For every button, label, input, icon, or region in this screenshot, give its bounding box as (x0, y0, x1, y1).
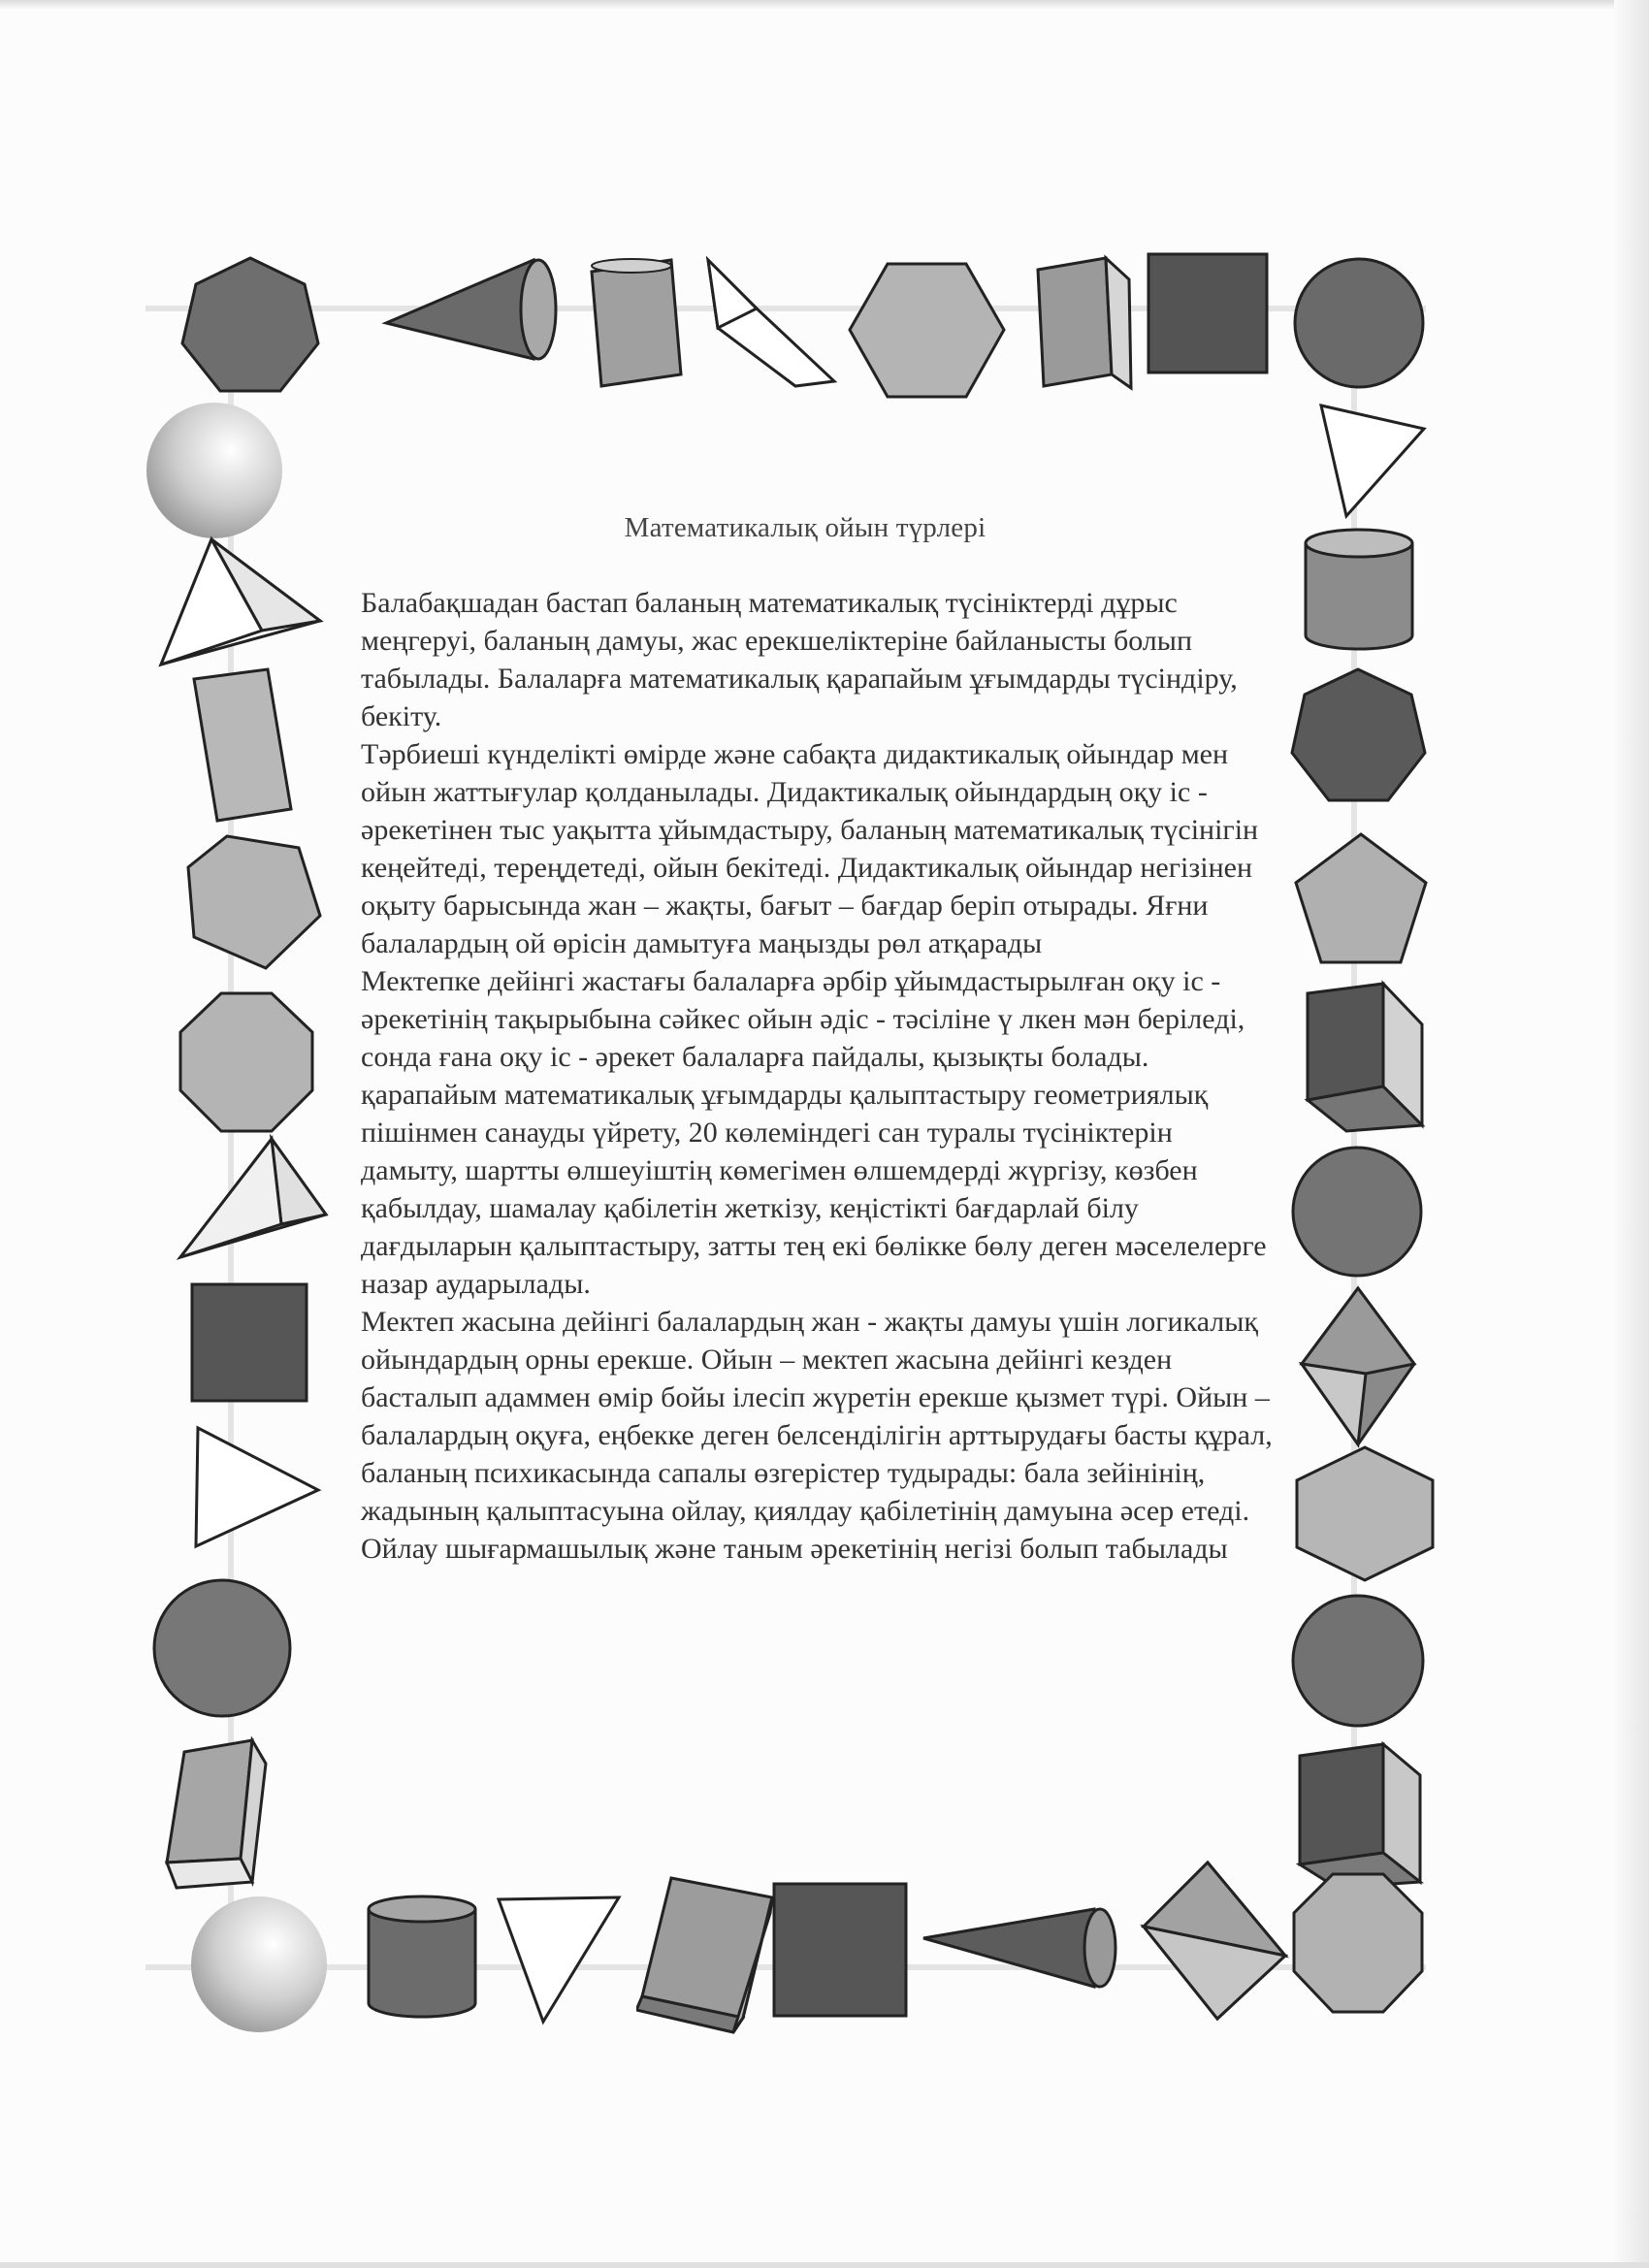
circle-icon (1288, 1591, 1429, 1732)
paragraph: Мектеп жасына дейінгі балалардың жан - жақты дамуы үшін логикалық ойындардың орны ерекше. Ойын – мектеп жасына дейінгі кезден басталып адаммен өмір бойы ілесіп жүретін ерекше қызмет түрі. Ойын – балалардың оқуға, еңбекке деген белсенділігін арттырудағы басты құрал, баланың психикасында сапалы өзгерістер тудырады: бала зейінінің, жадының қалыптасуына ойлау, қиялдау қабілетінің дамуына әсер етеді. Ойлау шығармашылық және таным әрекетінің негізі болып табылады (361, 1306, 1273, 1565)
cuboid-icon (1028, 250, 1135, 396)
paragraph: Тәрбиеші күнделікті өмірде және сабақта дидактикалық ойындар мен ойын жаттығулар қолданылады. Дидактикалық ойындардың оқу іс - әрекетінен тыс уақытта ұйымдастыру, баланың математикалық түсінігін кеңейтеді, тереңдетеді, ойын бекітеді. Дидактикалық ойындар негізінен оқыту барысында жан – жақты, бағыт – бағдар беріп отырады. Яғни балалардың ой өрісін дамытуға маңызды рөл атқарады (361, 738, 1259, 959)
hexagon-icon (847, 260, 1007, 401)
pyramid-icon (155, 534, 325, 669)
heptagon-icon (1288, 665, 1429, 806)
octagon-icon (1290, 1870, 1426, 2016)
bipyramid-icon (1298, 1284, 1419, 1449)
square-icon (1143, 248, 1274, 379)
circle-icon (1288, 1143, 1426, 1280)
circle-icon (1290, 254, 1428, 392)
cylinder-icon (359, 1892, 485, 2023)
cube-icon (1288, 980, 1429, 1135)
circle-icon (149, 1575, 295, 1721)
pentagon-icon (184, 832, 325, 973)
cone-icon (918, 1901, 1126, 1993)
paragraph: Мектепке дейінгі жастағы балаларға әрбір ұйымдастырылған оқу іс - әрекетінің тақырыбына сәйкес ойын әдіс - тәсіліне ү лкен мән беріледі, сонда ғана оқу іс - әрекет балаларға пайдалы, қызықты болады. қарапайым математикалық ұғымдарды қалыптастыру геометриялық пішінмен санауды үйрету, 20 көлеміндегі сан туралы түсініктерін дамыту, шартты өлшеуіштің көмегімен өлшемдерді жүргізу, көзбен қабылдау, шамалау қабілетін жеткізу, кеңістікті бағдарлай білу дағдыларын қалыптастыру, затты тең екі бөлікке бөлу деген мәселелерге назар аударылады. (361, 965, 1267, 1300)
cylinder-icon (1296, 524, 1422, 655)
hexagon-icon (1292, 1443, 1438, 1584)
triangle-icon (1317, 400, 1429, 521)
bipyramid-icon (1140, 1859, 1290, 2024)
sphere-icon (142, 398, 287, 543)
triangle-icon (190, 1422, 326, 1553)
cuboid-icon (636, 1872, 777, 2037)
square-icon (186, 1279, 312, 1409)
heptagon-icon (178, 254, 323, 400)
triangle-icon (495, 1894, 626, 2029)
octagon-icon (177, 989, 317, 1135)
prism-icon (698, 250, 844, 396)
cylinder-icon (582, 250, 689, 396)
paragraph: Балабақшадан бастап баланың математикалық түсініктерді дұрыс меңгеруі, баланың дамуы, жас ерекшеліктеріне байланысты болып табылады. Балаларға математикалық қарапайым ұғымдарды түсіндіру, бекіту. (361, 587, 1238, 732)
document-body (361, 584, 1273, 1568)
pyramid-icon (175, 1133, 330, 1264)
cone-icon (378, 250, 572, 367)
document-title: Математикалық ойын түрлері (624, 512, 986, 543)
square-icon (768, 1878, 914, 2024)
rectangle-icon (190, 665, 297, 826)
cube-icon (1286, 1736, 1427, 1892)
sphere-icon (186, 1892, 332, 2037)
cuboid-icon (155, 1736, 272, 1892)
pentagon-icon (1292, 830, 1430, 968)
